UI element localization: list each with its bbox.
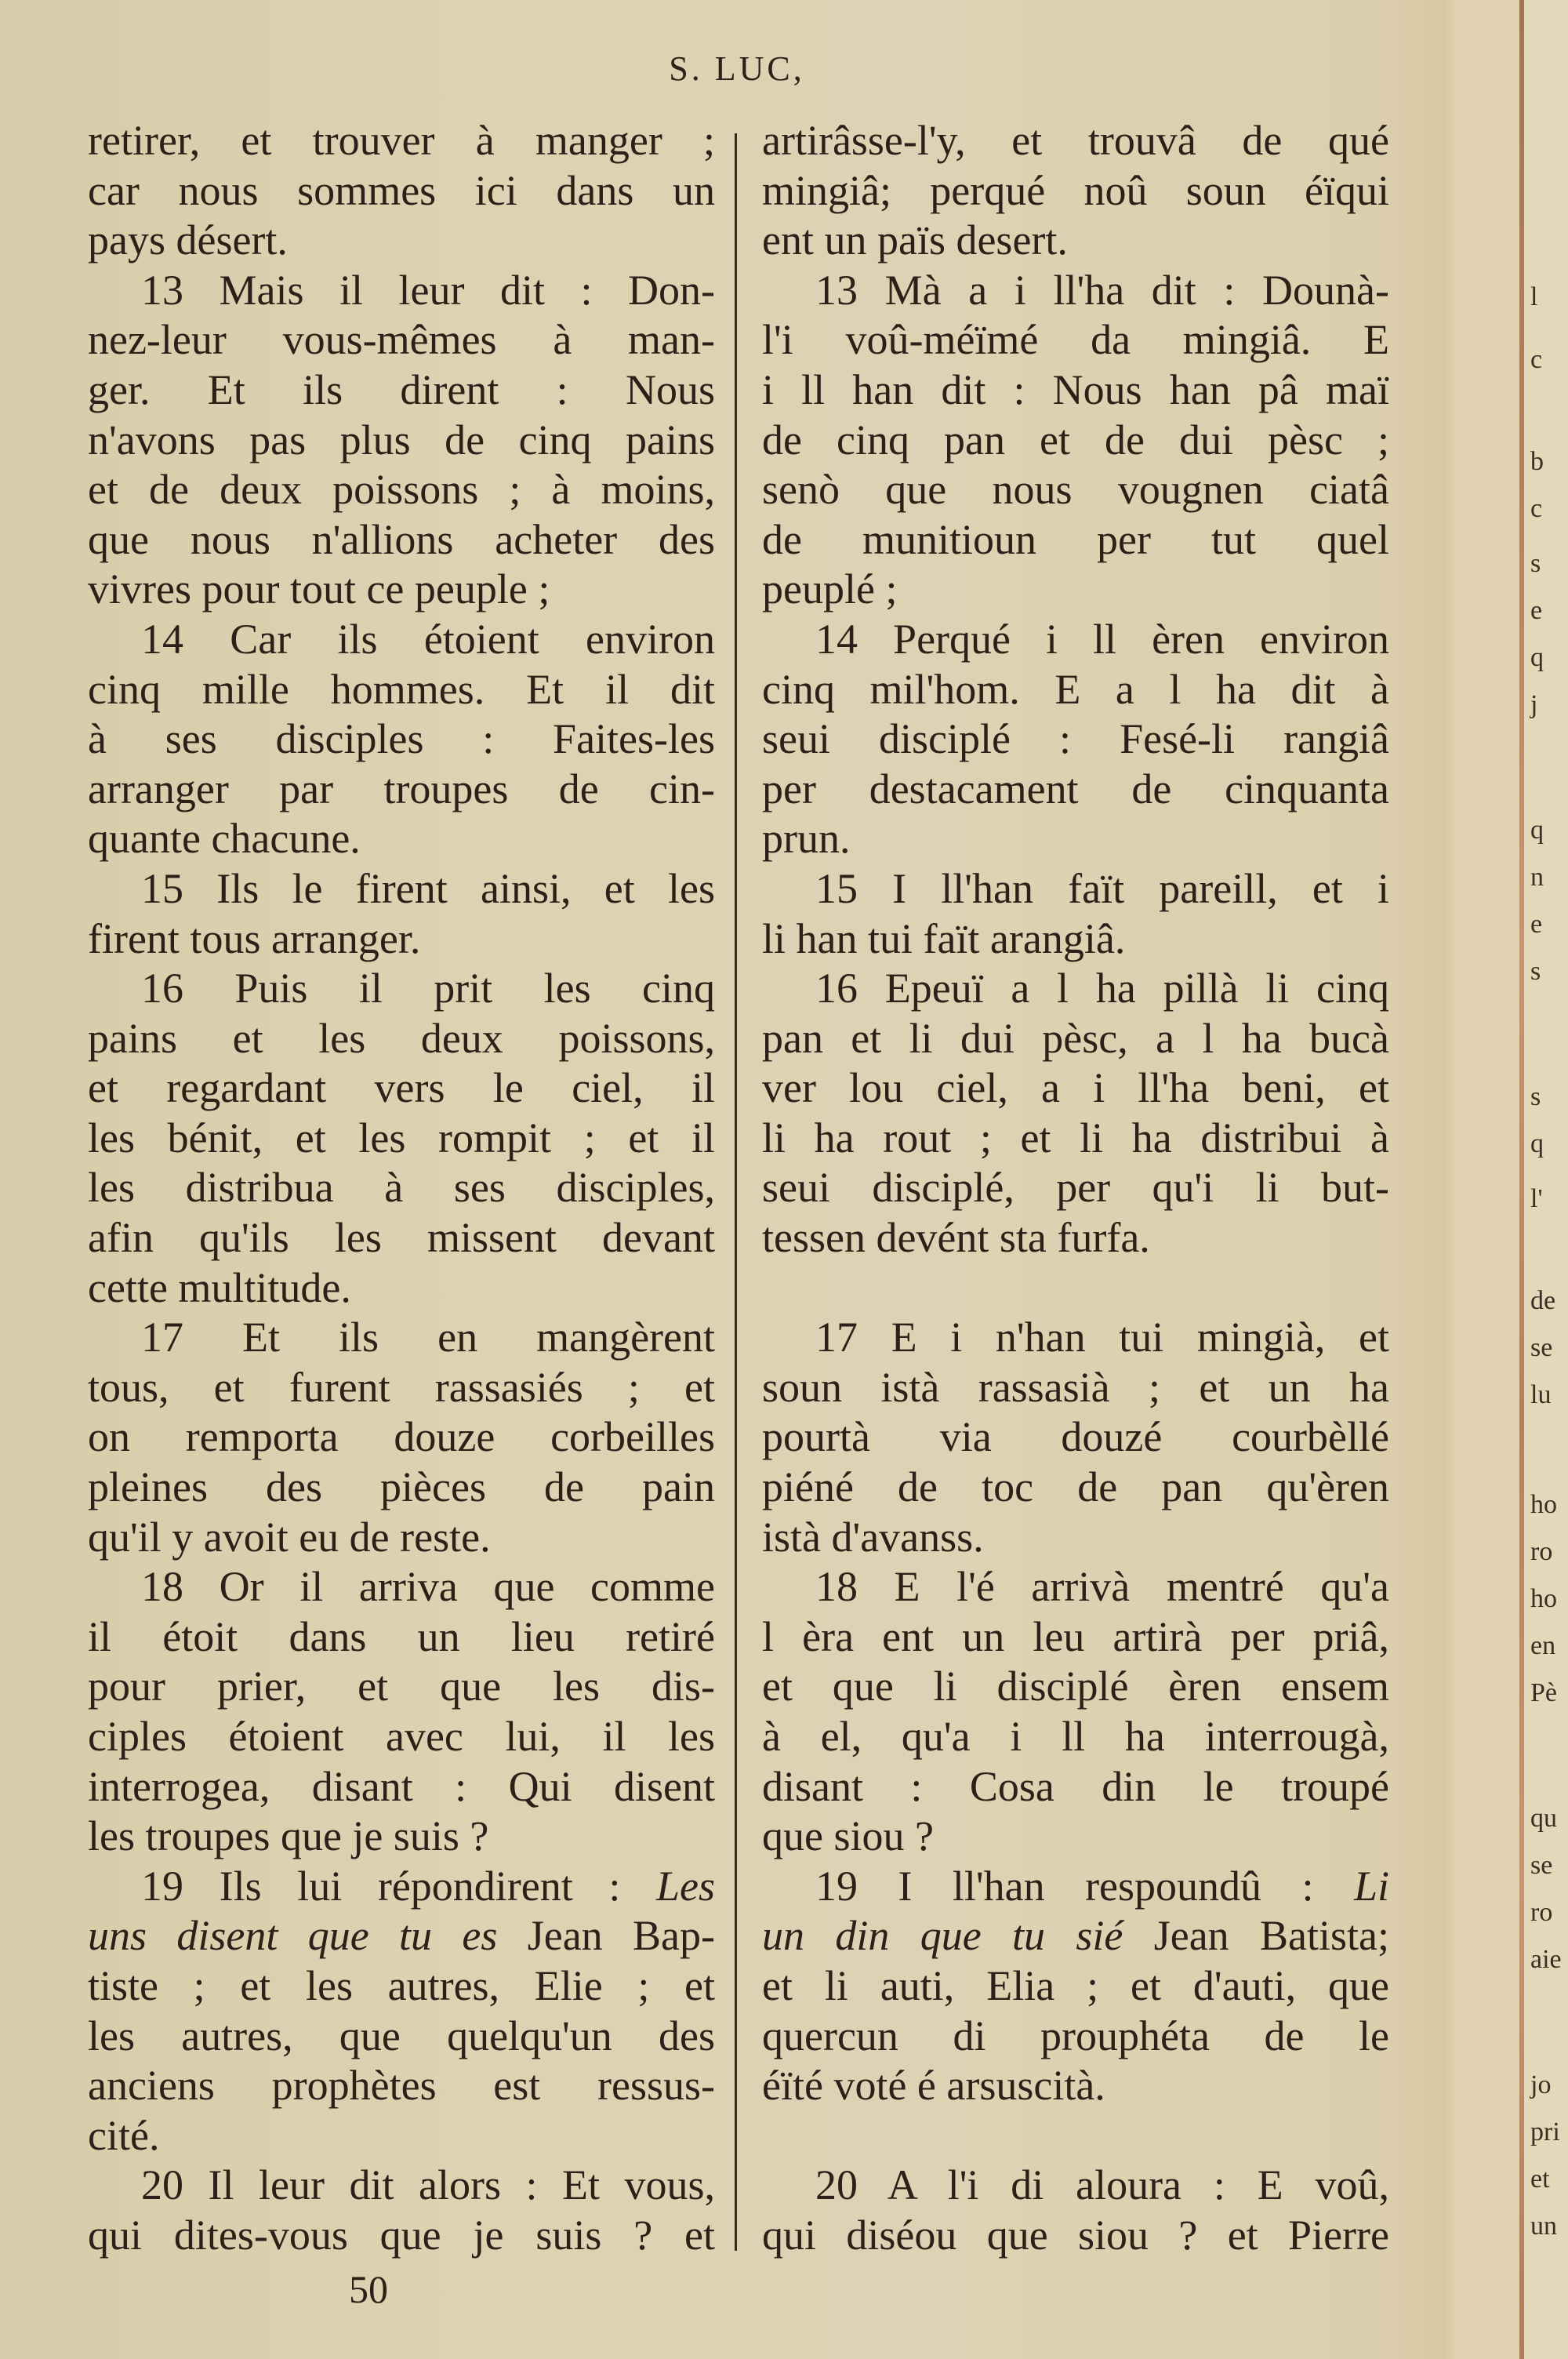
text-line — [762, 1014, 1389, 1064]
text-line — [88, 665, 715, 715]
italic-text: un din que tu sié — [762, 1912, 1123, 1960]
roman-text: piéné de toc de pan qu'èren — [762, 1463, 1389, 1511]
text-line — [762, 465, 1389, 515]
roman-text: et de deux poissons ; à moins, — [88, 466, 715, 514]
roman-text: i ll han dit : Nous han pâ maï — [762, 365, 1389, 413]
text-line — [762, 1313, 1389, 1363]
text-line — [88, 1363, 715, 1413]
roman-text: nez-leur vous-mêmes à man- — [88, 316, 715, 364]
text-line — [88, 1463, 715, 1513]
roman-text: istà d'avanss. — [762, 1513, 984, 1561]
roman-text: on remporta douze corbeilles — [88, 1413, 715, 1461]
adjacent-page-fragment: aie — [1530, 1945, 1562, 1974]
adjacent-page-fragment: e — [1530, 596, 1543, 625]
text-line — [762, 1513, 1389, 1563]
roman-text: artirâsse-l'y, et trouvâ de qué — [762, 117, 1389, 164]
adjacent-page-fragment: n — [1530, 863, 1544, 892]
adjacent-page-fragment: Pè — [1530, 1678, 1557, 1707]
roman-text: 19 I ll'han respoundû : — [815, 1862, 1354, 1910]
text-line — [88, 2161, 715, 2211]
adjacent-page-fragment: q — [1530, 1129, 1544, 1158]
roman-text: quercun di prouphéta de le — [762, 2012, 1389, 2059]
text-line — [88, 416, 715, 466]
roman-text: les troupes que je suis ? — [88, 1812, 489, 1860]
text-line — [88, 2061, 715, 2111]
text-line — [88, 1911, 715, 1961]
text-line — [88, 964, 715, 1014]
text-line — [762, 515, 1389, 565]
roman-text: éïté voté é arsuscità. — [762, 2062, 1105, 2110]
roman-text: tous, et furent rassasiés ; et — [88, 1363, 715, 1411]
text-line — [762, 1712, 1389, 1762]
adjacent-page-fragment: en — [1530, 1631, 1556, 1660]
text-line — [762, 1213, 1389, 1263]
italic-text: Li — [1353, 1862, 1389, 1910]
text-line — [762, 1961, 1389, 2012]
roman-text: pains et les deux poissons, — [88, 1014, 715, 1062]
text-line — [88, 1812, 715, 1862]
roman-text: cinq mille hommes. Et il dit — [88, 665, 715, 713]
text-line — [88, 615, 715, 665]
text-line — [762, 416, 1389, 466]
blank-line — [762, 2111, 1389, 2161]
roman-text: de munitioun per tut quel — [762, 515, 1389, 563]
adjacent-page-fragment: pri — [1530, 2117, 1560, 2146]
roman-text: ver lou ciel, a i ll'ha beni, et — [762, 1064, 1389, 1112]
roman-text: 15 Ils le firent ainsi, et les — [141, 864, 715, 912]
text-line — [88, 1961, 715, 2012]
text-line — [88, 166, 715, 216]
text-line — [762, 565, 1389, 615]
text-line — [762, 964, 1389, 1014]
italic-text: uns disent que tu es — [88, 1912, 498, 1960]
text-line — [762, 2061, 1389, 2111]
text-line — [762, 315, 1389, 365]
roman-text: senò que nous vougnen ciatâ — [762, 466, 1389, 514]
text-line — [762, 1862, 1389, 1912]
text-line — [88, 1562, 715, 1612]
adjacent-page-fragment: q — [1530, 643, 1544, 672]
adjacent-page-fragment: c — [1530, 345, 1543, 374]
roman-text: qu'il y avoit eu de reste. — [88, 1513, 491, 1561]
roman-text: 20 Il leur dit alors : Et vous, — [141, 2161, 715, 2209]
roman-text: pan et li dui pèsc, a l ha bucà — [762, 1014, 1389, 1062]
roman-text: arranger par troupes de cin- — [88, 765, 715, 812]
roman-text: l èra ent un leu artirà per priâ, — [762, 1612, 1389, 1660]
text-line — [762, 1762, 1389, 1812]
text-line — [762, 1163, 1389, 1213]
text-line — [88, 515, 715, 565]
roman-text: pour prier, et que les dis- — [88, 1663, 715, 1710]
roman-text: quante chacune. — [88, 815, 361, 863]
roman-text: ent un païs desert. — [762, 216, 1068, 264]
text-line — [762, 714, 1389, 765]
roman-text: Jean Batista; — [1123, 1912, 1389, 1960]
text-line — [88, 2211, 715, 2261]
roman-text: pays désert. — [88, 216, 288, 264]
adjacent-page-fragment: ro — [1530, 1537, 1553, 1566]
adjacent-page-fragment: s — [1530, 957, 1541, 986]
text-line — [762, 1662, 1389, 1712]
adjacent-page-fragment: ho — [1530, 1584, 1557, 1613]
text-line — [88, 365, 715, 416]
roman-text: anciens prophètes est ressus- — [88, 2062, 715, 2110]
text-line — [88, 116, 715, 166]
text-line — [88, 1712, 715, 1762]
adjacent-page-fragment: c — [1530, 494, 1543, 523]
text-line — [88, 216, 715, 266]
roman-text: ciples étoient avec lui, il les — [88, 1713, 715, 1760]
text-line — [762, 665, 1389, 715]
italic-text: Les — [655, 1862, 715, 1910]
adjacent-page-fragment: s — [1530, 549, 1541, 578]
roman-text: retirer, et trouver à manger ; — [88, 117, 715, 164]
text-line — [88, 1412, 715, 1463]
roman-text: de cinq pan et de dui pèsc ; — [762, 416, 1389, 463]
roman-text: 13 Mais il leur dit : Don- — [141, 266, 715, 314]
text-line — [88, 1163, 715, 1213]
adjacent-page-fragment: j — [1530, 690, 1538, 719]
roman-text: il étoit dans un lieu retiré — [88, 1612, 715, 1660]
roman-text: 14 Car ils étoient environ — [141, 615, 715, 663]
text-line — [88, 1263, 715, 1314]
text-line — [762, 1911, 1389, 1961]
text-line — [762, 814, 1389, 864]
adjacent-page-fragment: b — [1530, 447, 1544, 476]
roman-text: soun istà rassasià ; et un ha — [762, 1363, 1389, 1411]
text-line — [88, 1513, 715, 1563]
roman-text: 18 Or il arriva que comme — [141, 1563, 715, 1611]
text-line — [88, 1762, 715, 1812]
roman-text: per destacament de cinquanta — [762, 765, 1389, 812]
text-line — [88, 1313, 715, 1363]
text-line — [762, 1412, 1389, 1463]
text-line — [88, 1662, 715, 1712]
roman-text: prun. — [762, 815, 851, 863]
roman-text: disant : Cosa din le troupé — [762, 1762, 1389, 1810]
roman-text: que nous n'allions acheter des — [88, 515, 715, 563]
text-line — [762, 864, 1389, 914]
roman-text: que siou ? — [762, 1812, 934, 1860]
roman-text: li han tui faït arangiâ. — [762, 914, 1126, 962]
text-line — [88, 1114, 715, 1164]
text-line — [88, 266, 715, 316]
nicard-column — [762, 116, 1389, 2261]
roman-text: peuplé ; — [762, 565, 898, 613]
adjacent-page-fragment: se — [1530, 1851, 1553, 1880]
roman-text: 15 I ll'han faït pareill, et i — [815, 864, 1389, 912]
text-line — [762, 2211, 1389, 2261]
french-column — [88, 116, 715, 2261]
text-line — [88, 2012, 715, 2062]
roman-text: firent tous arranger. — [88, 914, 421, 962]
roman-text: pleines des pièces de pain — [88, 1463, 715, 1511]
text-line — [88, 1862, 715, 1912]
text-line — [762, 615, 1389, 665]
blank-line — [762, 1263, 1389, 1314]
adjacent-page-fragment: e — [1530, 910, 1543, 939]
roman-text: 18 E l'é arrivà mentré qu'a — [815, 1563, 1389, 1611]
text-line — [762, 166, 1389, 216]
adjacent-page-fragment: de — [1530, 1286, 1556, 1315]
roman-text: l'i voû-méïmé da mingiâ. E — [762, 316, 1389, 364]
page-number: 50 — [349, 2267, 388, 2311]
text-line — [762, 1812, 1389, 1862]
adjacent-page-fragment: se — [1530, 1333, 1553, 1362]
roman-text: tiste ; et les autres, Elie ; et — [88, 1961, 715, 2009]
roman-text: car nous sommes ici dans un — [88, 166, 715, 214]
roman-text: afin qu'ils les missent devant — [88, 1214, 715, 1262]
text-line — [88, 315, 715, 365]
text-line — [88, 1612, 715, 1663]
text-line — [88, 914, 715, 965]
roman-text: li ha rout ; et li ha distribui à — [762, 1114, 1389, 1161]
adjacent-page-fragment: q — [1530, 816, 1544, 845]
text-line — [88, 864, 715, 914]
roman-text: 16 Puis il prit les cinq — [141, 965, 715, 1012]
text-line — [762, 216, 1389, 266]
roman-text: Jean Bap- — [497, 1912, 715, 1960]
text-line — [762, 765, 1389, 815]
roman-text: ger. Et ils dirent : Nous — [88, 365, 715, 413]
text-line — [762, 1363, 1389, 1413]
adjacent-page-fragment: ro — [1530, 1898, 1553, 1927]
column-separator — [735, 133, 737, 2251]
adjacent-page-fragment: un — [1530, 2212, 1557, 2241]
adjacent-page-fragment: ho — [1530, 1490, 1557, 1519]
adjacent-page-fragment: et — [1530, 2165, 1550, 2194]
text-line — [762, 1562, 1389, 1612]
text-line — [762, 914, 1389, 965]
roman-text: seui disciplé, per qu'i li but- — [762, 1164, 1389, 1212]
text-line — [762, 1063, 1389, 1114]
text-line — [88, 814, 715, 864]
text-line — [88, 465, 715, 515]
roman-text: mingiâ; perqué noû soun éïqui — [762, 166, 1389, 214]
roman-text: les distribua à ses disciples, — [88, 1164, 715, 1212]
text-line — [88, 2111, 715, 2161]
text-line — [762, 2012, 1389, 2062]
roman-text: 17 Et ils en mangèrent — [141, 1314, 715, 1361]
adjacent-page-edge — [1524, 0, 1568, 2359]
roman-text: qui dites-vous que je suis ? et — [88, 2211, 715, 2259]
roman-text: qui diséou que siou ? et Pierre — [762, 2211, 1389, 2259]
roman-text: et que li disciplé èren ensem — [762, 1663, 1389, 1710]
text-line — [88, 765, 715, 815]
text-line — [88, 565, 715, 615]
roman-text: et regardant vers le ciel, il — [88, 1064, 715, 1112]
adjacent-page-fragment: s — [1530, 1082, 1541, 1111]
roman-text: tessen devént sta furfa. — [762, 1214, 1150, 1262]
roman-text: 19 Ils lui répondirent : — [141, 1862, 656, 1910]
text-line — [88, 1213, 715, 1263]
running-header: S. LUC, — [669, 49, 805, 88]
roman-text: n'avons pas plus de cinq pains — [88, 416, 715, 463]
roman-text: les bénit, et les rompit ; et il — [88, 1114, 715, 1161]
roman-text: à el, qu'a i ll ha interrougà, — [762, 1713, 1389, 1760]
adjacent-page-fragment: qu — [1530, 1804, 1557, 1833]
text-line — [762, 1612, 1389, 1663]
roman-text: 16 Epeuï a l ha pillà li cinq — [815, 965, 1389, 1012]
roman-text: interrogea, disant : Qui disent — [88, 1762, 715, 1810]
text-line — [762, 266, 1389, 316]
roman-text: 13 Mà a i ll'ha dit : Dounà- — [815, 266, 1389, 314]
adjacent-page-fragment: l — [1530, 282, 1538, 311]
roman-text: 17 E i n'han tui mingià, et — [815, 1314, 1389, 1361]
roman-text: pourtà via douzé courbèllé — [762, 1413, 1389, 1461]
text-line — [762, 365, 1389, 416]
text-line — [762, 1463, 1389, 1513]
roman-text: les autres, que quelqu'un des — [88, 2012, 715, 2059]
roman-text: 14 Perqué i ll èren environ — [815, 615, 1389, 663]
roman-text: cette multitude. — [88, 1263, 351, 1311]
text-line — [762, 1114, 1389, 1164]
text-line — [762, 2161, 1389, 2211]
text-line — [88, 1014, 715, 1064]
roman-text: et li auti, Elia ; et d'auti, que — [762, 1961, 1389, 2009]
roman-text: vivres pour tout ce peuple ; — [88, 565, 550, 613]
roman-text: 20 A l'i di aloura : E voû, — [815, 2161, 1389, 2209]
text-line — [88, 714, 715, 765]
roman-text: seui disciplé : Fesé-li rangiâ — [762, 715, 1389, 763]
roman-text: cité. — [88, 2111, 160, 2159]
roman-text: à ses disciples : Faites-les — [88, 715, 715, 763]
adjacent-page-fragment: lu — [1530, 1380, 1552, 1409]
roman-text: cinq mil'hom. E a l ha dit à — [762, 665, 1389, 713]
text-line — [88, 1063, 715, 1114]
text-line — [762, 116, 1389, 166]
adjacent-page-fragment: l' — [1530, 1184, 1543, 1213]
adjacent-page-fragment: jo — [1530, 2070, 1552, 2099]
